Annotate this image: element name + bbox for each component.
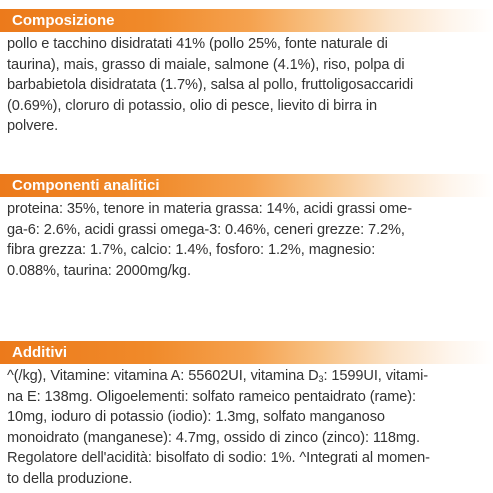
analytical-components-text (0, 197, 493, 281)
additives-line: Regolatore dell'acidità: bisolfato di sodio: 1%. ^Integrati al momen- (7, 450, 430, 467)
analytical-components-title: Componenti analitici (12, 177, 160, 194)
additives-line-end: : 1599UI, vitami- (323, 368, 428, 384)
composition-line: barbabietola disidratata (1.7%), salsa al pollo, fruttoligosaccaridi (7, 77, 414, 94)
additives-header (0, 341, 493, 364)
composition-line: polvere. (7, 118, 59, 135)
additives-line: 10mg, ioduro di potassio (iodio): 1.3mg, solfato manganoso (7, 409, 385, 426)
analytical-line: fibra grezza: 1.7%, calcio: 1.4%, fosforo: 1.2%, magnesio: (7, 242, 376, 259)
additives-section (0, 341, 493, 490)
additives-line: to della produzione. (7, 470, 133, 487)
composition-line: pollo e tacchino disidratati 41% (pollo 25%, fonte naturale di (7, 36, 388, 52)
analytical-components-section (0, 174, 493, 281)
analytical-components-header (0, 174, 493, 197)
additives-line: monoidrato (manganese): 4.7mg, ossido di zinco (zinco): 118mg. (7, 429, 420, 446)
composition-header (0, 9, 493, 32)
composition-text (0, 32, 493, 137)
composition-line: (0.69%), cloruro di potassio, olio di pesce, lievito di birra in (7, 97, 377, 114)
vitamin-d-subscript: 3 (318, 374, 324, 384)
analytical-line: 0.088%, taurina: 2000mg/kg. (7, 262, 191, 279)
analytical-line: ga-6: 2.6%, acidi grassi omega-3: 0.46%, ceneri grezze: 7.2%, (7, 221, 405, 238)
composition-section (0, 9, 493, 137)
composition-line: taurina), mais, grasso di maiale, salmone (4.1%), riso, polpa di (7, 56, 405, 73)
additives-text (0, 364, 493, 490)
composition-title: Composizione (12, 12, 115, 29)
additives-line (7, 366, 489, 387)
additives-title: Additivi (12, 344, 67, 361)
additives-line: na E: 138mg. Oligoelementi: solfato rameico pentaidrato (rame): (7, 388, 417, 405)
additives-line-start: ^(/kg), Vitamine: vitamina A: 55602UI, vitamina D (7, 368, 319, 384)
analytical-line: proteina: 35%, tenore in materia grassa: 14%, acidi grassi ome- (7, 201, 412, 217)
